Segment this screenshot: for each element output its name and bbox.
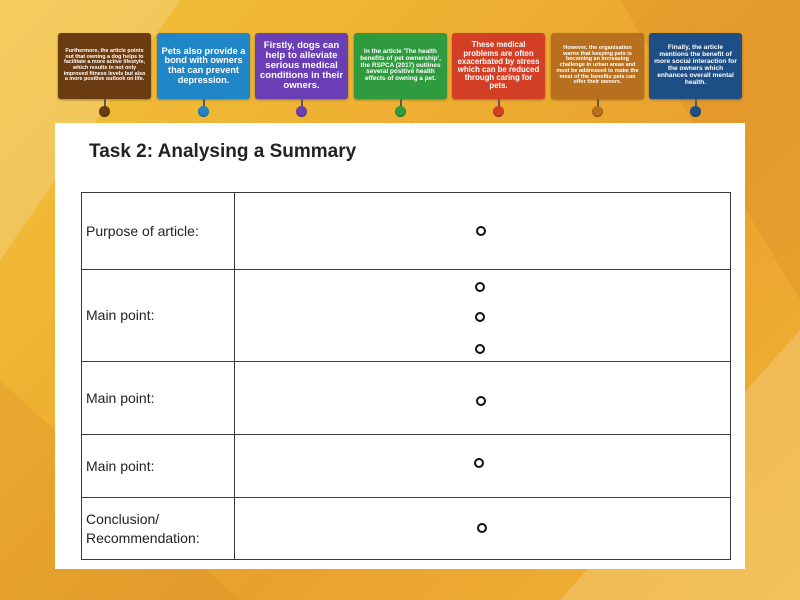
- drop-target-bullet[interactable]: [477, 523, 487, 533]
- row-label: Purpose of article:: [82, 193, 235, 270]
- drop-target-bullet[interactable]: [475, 312, 485, 322]
- tile-3-text: Firstly, dogs can help to alleviate serious medical conditions in their owners.: [259, 39, 344, 92]
- tile-5[interactable]: [452, 33, 545, 99]
- drop-zone-main-point-1[interactable]: [235, 270, 731, 362]
- draggable-tiles: [0, 0, 800, 120]
- tile-3[interactable]: [255, 33, 348, 99]
- tile-5-text: These medical problems are often exacerbated by stress which can be reduced through caring for pets.: [457, 40, 540, 91]
- table-row: [82, 498, 731, 560]
- tile-7-text: Finally, the article mentions the benefit of more social interaction for the owners which enhances overall mental health.: [654, 44, 737, 86]
- drop-zone-main-point-2[interactable]: [235, 362, 731, 435]
- tile-4-text: In the article 'The health benefits of pet ownership', the RSPCA (2017) outlines several positive health effects of owning a pet.: [360, 48, 441, 83]
- tile-1-knob[interactable]: [99, 106, 110, 117]
- summary-table: [81, 192, 731, 560]
- tile-7-knob[interactable]: [690, 106, 701, 117]
- drop-target-bullet[interactable]: [475, 344, 485, 354]
- tile-5-knob[interactable]: [493, 106, 504, 117]
- drop-zone-purpose[interactable]: [235, 193, 731, 270]
- table-row: [82, 270, 731, 362]
- tile-3-knob[interactable]: [296, 106, 307, 117]
- tile-6-text: However, the organisation warns that keeping pets is becoming an increasing challenge in urban areas and must be addressed to make the most of the benefits pets can offer their owners.: [556, 44, 639, 86]
- tile-6-knob[interactable]: [592, 106, 603, 117]
- row-label: Conclusion/ Recommendation:: [82, 498, 235, 560]
- table-row: [82, 362, 731, 435]
- table-row: [82, 435, 731, 498]
- row-label: Main point:: [82, 362, 235, 435]
- drop-target-bullet[interactable]: [474, 458, 484, 468]
- tile-4[interactable]: [354, 33, 447, 99]
- tile-4-knob[interactable]: [395, 106, 406, 117]
- tile-7[interactable]: [649, 33, 742, 99]
- table-row: [82, 193, 731, 270]
- tile-1-text: Furthermore, the article points out that owning a dog helps to facilitate a more active lifestyle, which results in not only improved fitness levels but also a more positive outlook on life.: [63, 47, 146, 83]
- worksheet-title: Task 2: Analysing a Summary: [89, 141, 357, 162]
- tile-1[interactable]: [58, 33, 151, 99]
- drop-zone-main-point-3[interactable]: [235, 435, 731, 498]
- drop-zone-conclusion[interactable]: [235, 498, 731, 560]
- drop-target-bullet[interactable]: [476, 396, 486, 406]
- row-label: Main point:: [82, 435, 235, 498]
- tile-2[interactable]: [157, 33, 250, 99]
- tile-2-knob[interactable]: [198, 106, 209, 117]
- tile-6[interactable]: [551, 33, 644, 99]
- drop-target-bullet[interactable]: [475, 282, 485, 292]
- tile-2-text: Pets also provide a bond with owners that can prevent depression.: [161, 45, 246, 85]
- row-label: Main point:: [82, 270, 235, 362]
- drop-target-bullet[interactable]: [476, 226, 486, 236]
- worksheet: [55, 123, 745, 569]
